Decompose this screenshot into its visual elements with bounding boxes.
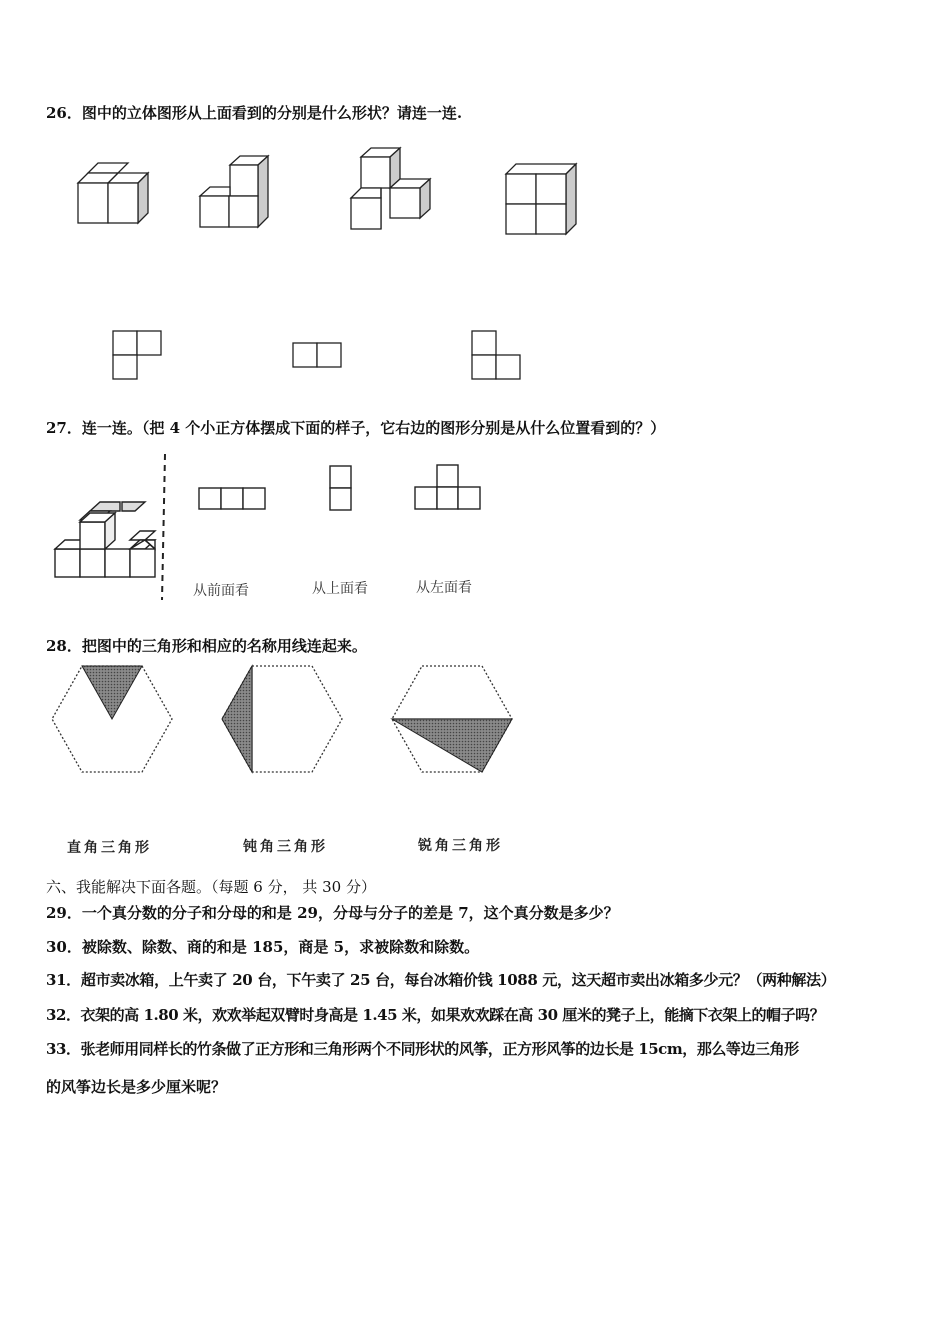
top-view-1	[113, 331, 161, 379]
q27-dashed-divider	[162, 454, 165, 600]
question-26: 26．图中的立体图形从上面看到的分别是什么形状？请连一连.	[46, 104, 463, 122]
solid-figure-4	[506, 164, 576, 234]
section-6-heading: 六、我能解决下面各题。（每题 6 分， 共 30 分）	[46, 878, 376, 896]
label-top-view: 从上面看	[312, 581, 368, 597]
hexagon-1	[52, 666, 172, 772]
q27-view-front	[199, 488, 265, 509]
label-left-view: 从左面看	[416, 580, 472, 596]
question-29: 29．一个真分数的分子和分母的和是 29，分母与分子的差是 7，这个真分数是多少？	[46, 904, 619, 922]
solid-figure-3	[351, 148, 430, 229]
solid-figure-2	[200, 156, 268, 227]
label-front-view: 从前面看	[193, 583, 249, 599]
q27-view-left	[415, 465, 480, 509]
hexagon-3	[392, 666, 512, 772]
solid-figure-1	[78, 163, 148, 223]
q27-view-top	[330, 466, 351, 510]
question-27: 27．连一连。（把 4 个小正方体摆成下面的样子，它右边的图形分别是从什么位置看到的？）	[46, 419, 666, 437]
question-28: 28．把图中的三角形和相应的名称用线连起来。	[46, 637, 367, 655]
top-view-3	[472, 331, 520, 379]
question-33-line-2: 的风筝边长是多少厘米呢？	[46, 1078, 227, 1096]
question-30: 30．被除数、除数、商的和是 185，商是 5，求被除数和除数。	[46, 938, 480, 956]
label-obtuse-triangle: 钝角三角形	[243, 839, 328, 855]
question-33-line-1: 33．张老师用同样长的竹条做了正方形和三角形两个不同形状的风筝，正方形风筝的边长是 15cm，那么等边三角形	[46, 1040, 799, 1058]
label-acute-triangle: 锐角三角形	[418, 838, 503, 854]
q28-hexagons	[50, 662, 520, 780]
top-view-2	[293, 343, 341, 367]
label-right-triangle: 直角三角形	[67, 840, 152, 856]
obtuse-triangle-shaded	[222, 666, 252, 772]
q26-solid-figures	[70, 145, 590, 240]
hexagon-2	[222, 666, 342, 772]
q26-top-views	[105, 325, 535, 385]
question-32: 32．衣架的高 1.80 米，欢欢举起双臂时身高是 1.45 米，如果欢欢踩在高 30 厘米的凳子上，能摘下衣架上的帽子吗？	[46, 1006, 825, 1024]
question-31: 31．超市卖冰箱，上午卖了 20 台，下午卖了 25 台，每台冰箱价钱 1088 元，这天超市卖出冰箱多少元？（两种解法）	[46, 971, 836, 989]
q27-solid-figure	[55, 502, 155, 577]
